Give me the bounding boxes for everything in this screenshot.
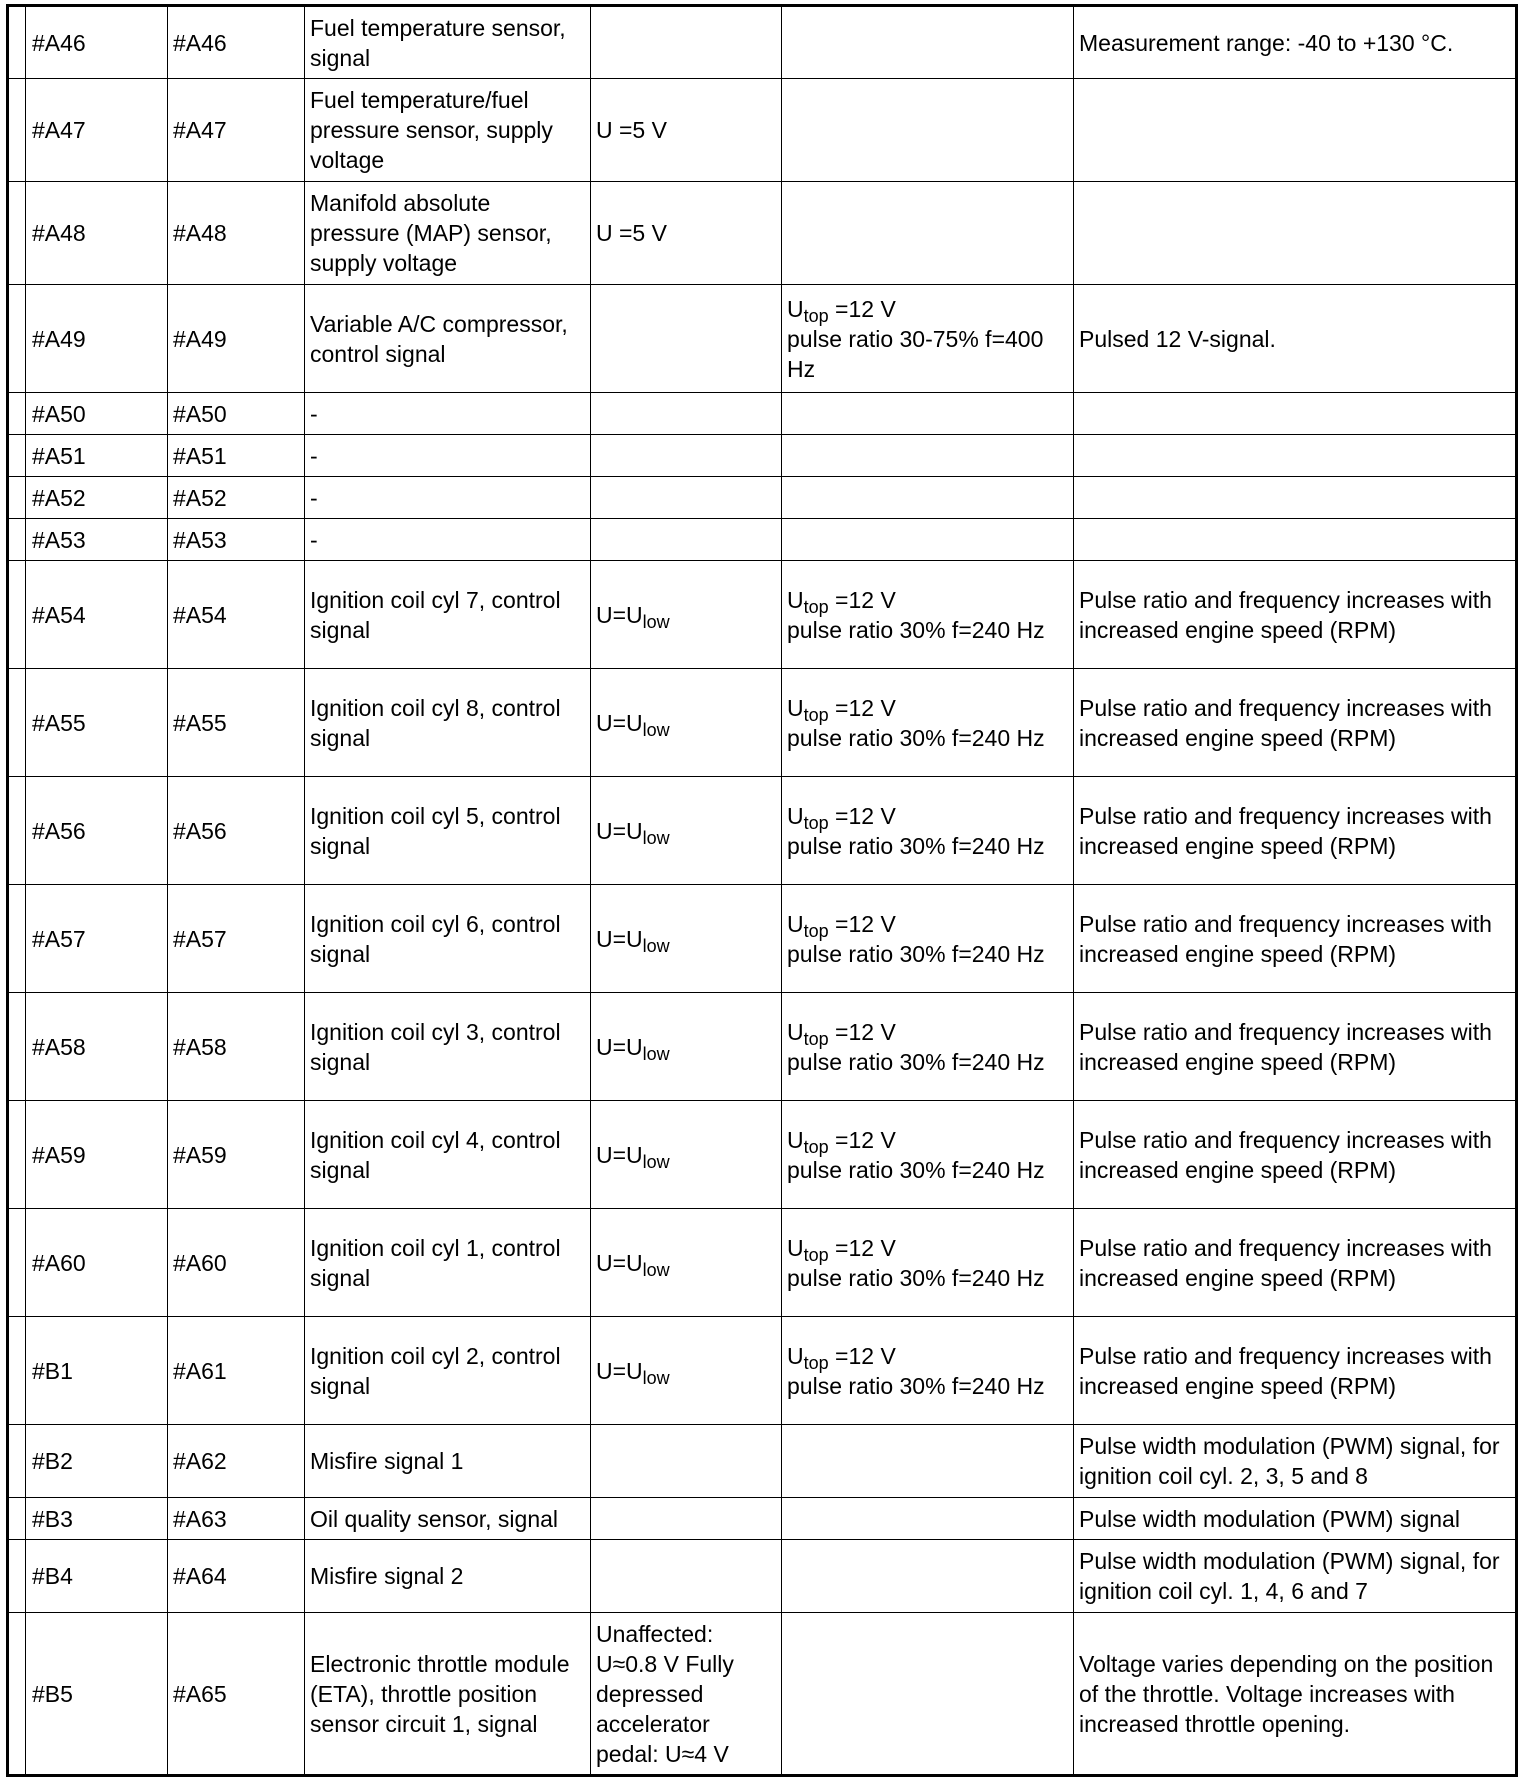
note-cell	[1074, 477, 1517, 519]
pin-cell: #A52	[26, 477, 168, 519]
measurement-cell	[782, 1425, 1074, 1498]
measurement-cell	[782, 519, 1074, 561]
table-row	[8, 669, 1517, 777]
note-cell: Pulse width modulation (PWM) signal, for ignition coil cyl. 1, 4, 6 and 7	[1074, 1540, 1517, 1613]
alt-pin-cell: #A50	[168, 393, 305, 435]
description-cell: Manifold absolute pressure (MAP) sensor, supply voltage	[305, 182, 591, 285]
table-row	[8, 1317, 1517, 1425]
alt-pin-cell: #A51	[168, 435, 305, 477]
description-cell: Ignition coil cyl 5, control signal	[305, 777, 591, 885]
measurement-detail: pulse ratio 30% f=240 Hz	[787, 1372, 1045, 1399]
alt-pin-cell: #A61	[168, 1317, 305, 1425]
note-cell	[1074, 393, 1517, 435]
measurement-detail: pulse ratio 30% f=240 Hz	[787, 1156, 1045, 1183]
pin-cell: #A51	[26, 435, 168, 477]
condition-cell	[591, 1498, 782, 1540]
measurement-cell	[782, 1317, 1074, 1425]
table-row	[8, 1540, 1517, 1613]
condition-cell	[591, 477, 782, 519]
pin-cell: #A48	[26, 182, 168, 285]
pin-cell: #A57	[26, 885, 168, 993]
row-margin-cell	[8, 393, 26, 435]
alt-pin-cell: #A63	[168, 1498, 305, 1540]
row-margin-cell	[8, 1317, 26, 1425]
row-margin-cell	[8, 519, 26, 561]
table-row	[8, 1101, 1517, 1209]
condition-cell	[591, 393, 782, 435]
measurement-cell	[782, 182, 1074, 285]
alt-pin-cell: #A62	[168, 1425, 305, 1498]
alt-pin-cell: #A59	[168, 1101, 305, 1209]
description-cell: -	[305, 519, 591, 561]
row-margin-cell	[8, 777, 26, 885]
alt-pin-cell: #A49	[168, 285, 305, 393]
table-row	[8, 393, 1517, 435]
pin-cell: #B3	[26, 1498, 168, 1540]
pin-table	[6, 4, 1518, 1777]
pin-cell: #A47	[26, 79, 168, 182]
measurement-cell	[782, 777, 1074, 885]
condition-cell: $U=U_{low}$	[591, 777, 782, 885]
note-cell	[1074, 182, 1517, 285]
condition-cell: $U=U_{low}$	[591, 1209, 782, 1317]
description-cell: -	[305, 477, 591, 519]
measurement-detail: pulse ratio 30% f=240 Hz	[787, 616, 1045, 643]
table-row	[8, 519, 1517, 561]
measurement-cell	[782, 477, 1074, 519]
pin-cell: #B4	[26, 1540, 168, 1613]
pin-cell: #B2	[26, 1425, 168, 1498]
note-cell: Pulse ratio and frequency increases with increased engine speed (RPM)	[1074, 993, 1517, 1101]
condition-cell: $U=U_{low}$	[591, 993, 782, 1101]
pin-cell: #A60	[26, 1209, 168, 1317]
pin-cell: #B5	[26, 1613, 168, 1776]
measurement-cell	[782, 669, 1074, 777]
measurement-detail: pulse ratio 30% f=240 Hz	[787, 940, 1045, 967]
table-row	[8, 182, 1517, 285]
row-margin-cell	[8, 79, 26, 182]
measurement-voltage: $U_{top} =12$ V	[787, 1126, 896, 1157]
table-row	[8, 885, 1517, 993]
note-cell: Pulse ratio and frequency increases with increased engine speed (RPM)	[1074, 1101, 1517, 1209]
pin-cell: #B1	[26, 1317, 168, 1425]
alt-pin-cell: #A65	[168, 1613, 305, 1776]
table-row	[8, 477, 1517, 519]
alt-pin-cell: #A53	[168, 519, 305, 561]
description-cell: -	[305, 435, 591, 477]
alt-pin-cell: #A55	[168, 669, 305, 777]
row-margin-cell	[8, 1540, 26, 1613]
alt-pin-cell: #A56	[168, 777, 305, 885]
alt-pin-cell: #A58	[168, 993, 305, 1101]
table-row	[8, 561, 1517, 669]
measurement-voltage: $U_{top} =12$ V	[787, 1018, 896, 1049]
row-margin-cell	[8, 285, 26, 393]
measurement-voltage: $U_{top} =12$ V	[787, 586, 896, 617]
measurement-cell	[782, 1613, 1074, 1776]
table-row	[8, 1613, 1517, 1776]
alt-pin-cell: #A52	[168, 477, 305, 519]
pin-cell: #A54	[26, 561, 168, 669]
measurement-voltage: $U_{top} =12$ V	[787, 295, 896, 326]
condition-cell: U =5 V	[591, 182, 782, 285]
condition-cell	[591, 6, 782, 79]
measurement-voltage: $U_{top} =12$ V	[787, 910, 896, 941]
condition-cell: $U=U_{low}$	[591, 1101, 782, 1209]
description-cell: Ignition coil cyl 4, control signal	[305, 1101, 591, 1209]
description-cell: Ignition coil cyl 2, control signal	[305, 1317, 591, 1425]
row-margin-cell	[8, 561, 26, 669]
alt-pin-cell: #A48	[168, 182, 305, 285]
condition-cell: $U=U_{low}$	[591, 1317, 782, 1425]
description-cell: Misfire signal 1	[305, 1425, 591, 1498]
measurement-cell	[782, 435, 1074, 477]
measurement-cell	[782, 1540, 1074, 1613]
note-cell: Pulsed 12 V-signal.	[1074, 285, 1517, 393]
note-cell: Pulse ratio and frequency increases with increased engine speed (RPM)	[1074, 561, 1517, 669]
table-row	[8, 6, 1517, 79]
alt-pin-cell: #A47	[168, 79, 305, 182]
description-cell: Fuel temperature/fuel pressure sensor, supply voltage	[305, 79, 591, 182]
note-cell	[1074, 519, 1517, 561]
table-row	[8, 1425, 1517, 1498]
description-cell: Misfire signal 2	[305, 1540, 591, 1613]
table-row	[8, 777, 1517, 885]
measurement-voltage: $U_{top} =12$ V	[787, 694, 896, 725]
description-cell: Electronic throttle module (ETA), throttle position sensor circuit 1, signal	[305, 1613, 591, 1776]
note-cell	[1074, 79, 1517, 182]
table-row	[8, 1209, 1517, 1317]
description-cell: Ignition coil cyl 1, control signal	[305, 1209, 591, 1317]
condition-cell: Unaffected: U≈0.8 V Fully depressed accelerator pedal: U≈4 V	[591, 1613, 782, 1776]
note-cell: Pulse ratio and frequency increases with increased engine speed (RPM)	[1074, 1209, 1517, 1317]
note-cell: Pulse width modulation (PWM) signal	[1074, 1498, 1517, 1540]
alt-pin-cell: #A60	[168, 1209, 305, 1317]
condition-cell	[591, 1540, 782, 1613]
measurement-cell	[782, 6, 1074, 79]
row-margin-cell	[8, 1425, 26, 1498]
measurement-cell	[782, 993, 1074, 1101]
description-cell: Ignition coil cyl 7, control signal	[305, 561, 591, 669]
description-cell: Ignition coil cyl 6, control signal	[305, 885, 591, 993]
note-cell: Pulse ratio and frequency increases with increased engine speed (RPM)	[1074, 669, 1517, 777]
row-margin-cell	[8, 435, 26, 477]
measurement-cell	[782, 393, 1074, 435]
pin-cell: #A49	[26, 285, 168, 393]
row-margin-cell	[8, 1209, 26, 1317]
condition-cell: $U=U_{low}$	[591, 885, 782, 993]
description-cell: Ignition coil cyl 8, control signal	[305, 669, 591, 777]
table-row	[8, 993, 1517, 1101]
measurement-cell	[782, 285, 1074, 393]
table-row	[8, 285, 1517, 393]
measurement-cell	[782, 1101, 1074, 1209]
description-cell: Ignition coil cyl 3, control signal	[305, 993, 591, 1101]
pin-cell: #A53	[26, 519, 168, 561]
row-margin-cell	[8, 1613, 26, 1776]
measurement-cell	[782, 561, 1074, 669]
measurement-detail: pulse ratio 30% f=240 Hz	[787, 1264, 1045, 1291]
condition-cell: $U=U_{low}$	[591, 561, 782, 669]
note-cell	[1074, 435, 1517, 477]
measurement-cell	[782, 1209, 1074, 1317]
row-margin-cell	[8, 993, 26, 1101]
measurement-cell	[782, 1498, 1074, 1540]
measurement-voltage: $U_{top} =12$ V	[787, 1234, 896, 1265]
pin-table-body	[8, 6, 1517, 1776]
table-row	[8, 79, 1517, 182]
condition-cell: U =5 V	[591, 79, 782, 182]
measurement-cell	[782, 79, 1074, 182]
row-margin-cell	[8, 1498, 26, 1540]
measurement-voltage: $U_{top} =12$ V	[787, 1342, 896, 1373]
description-cell: -	[305, 393, 591, 435]
condition-cell: $U=U_{low}$	[591, 669, 782, 777]
measurement-voltage: $U_{top} =12$ V	[787, 802, 896, 833]
description-cell: Variable A/C compressor, control signal	[305, 285, 591, 393]
pin-cell: #A55	[26, 669, 168, 777]
note-cell: Pulse width modulation (PWM) signal, for ignition coil cyl. 2, 3, 5 and 8	[1074, 1425, 1517, 1498]
row-margin-cell	[8, 477, 26, 519]
row-margin-cell	[8, 1101, 26, 1209]
pin-cell: #A46	[26, 6, 168, 79]
condition-cell	[591, 1425, 782, 1498]
note-cell: Pulse ratio and frequency increases with increased engine speed (RPM)	[1074, 885, 1517, 993]
condition-cell	[591, 519, 782, 561]
row-margin-cell	[8, 182, 26, 285]
measurement-cell	[782, 885, 1074, 993]
alt-pin-cell: #A57	[168, 885, 305, 993]
pin-cell: #A58	[26, 993, 168, 1101]
table-row	[8, 1498, 1517, 1540]
row-margin-cell	[8, 6, 26, 79]
description-cell: Fuel temperature sensor, signal	[305, 6, 591, 79]
pin-table-sheet	[6, 4, 1518, 1777]
alt-pin-cell: #A54	[168, 561, 305, 669]
measurement-detail: pulse ratio 30% f=240 Hz	[787, 832, 1045, 859]
note-cell: Measurement range: -40 to +130 °C.	[1074, 6, 1517, 79]
alt-pin-cell: #A64	[168, 1540, 305, 1613]
alt-pin-cell: #A46	[168, 6, 305, 79]
pin-cell: #A59	[26, 1101, 168, 1209]
note-cell: Voltage varies depending on the position of the throttle. Voltage increases with increased throttle opening.	[1074, 1613, 1517, 1776]
pin-cell: #A50	[26, 393, 168, 435]
row-margin-cell	[8, 669, 26, 777]
description-cell: Oil quality sensor, signal	[305, 1498, 591, 1540]
table-row	[8, 435, 1517, 477]
measurement-detail: pulse ratio 30-75% f=400 Hz	[787, 325, 1044, 382]
note-cell: Pulse ratio and frequency increases with increased engine speed (RPM)	[1074, 1317, 1517, 1425]
measurement-detail: pulse ratio 30% f=240 Hz	[787, 724, 1045, 751]
condition-cell	[591, 435, 782, 477]
pin-cell: #A56	[26, 777, 168, 885]
condition-cell	[591, 285, 782, 393]
row-margin-cell	[8, 885, 26, 993]
measurement-detail: pulse ratio 30% f=240 Hz	[787, 1048, 1045, 1075]
note-cell: Pulse ratio and frequency increases with increased engine speed (RPM)	[1074, 777, 1517, 885]
